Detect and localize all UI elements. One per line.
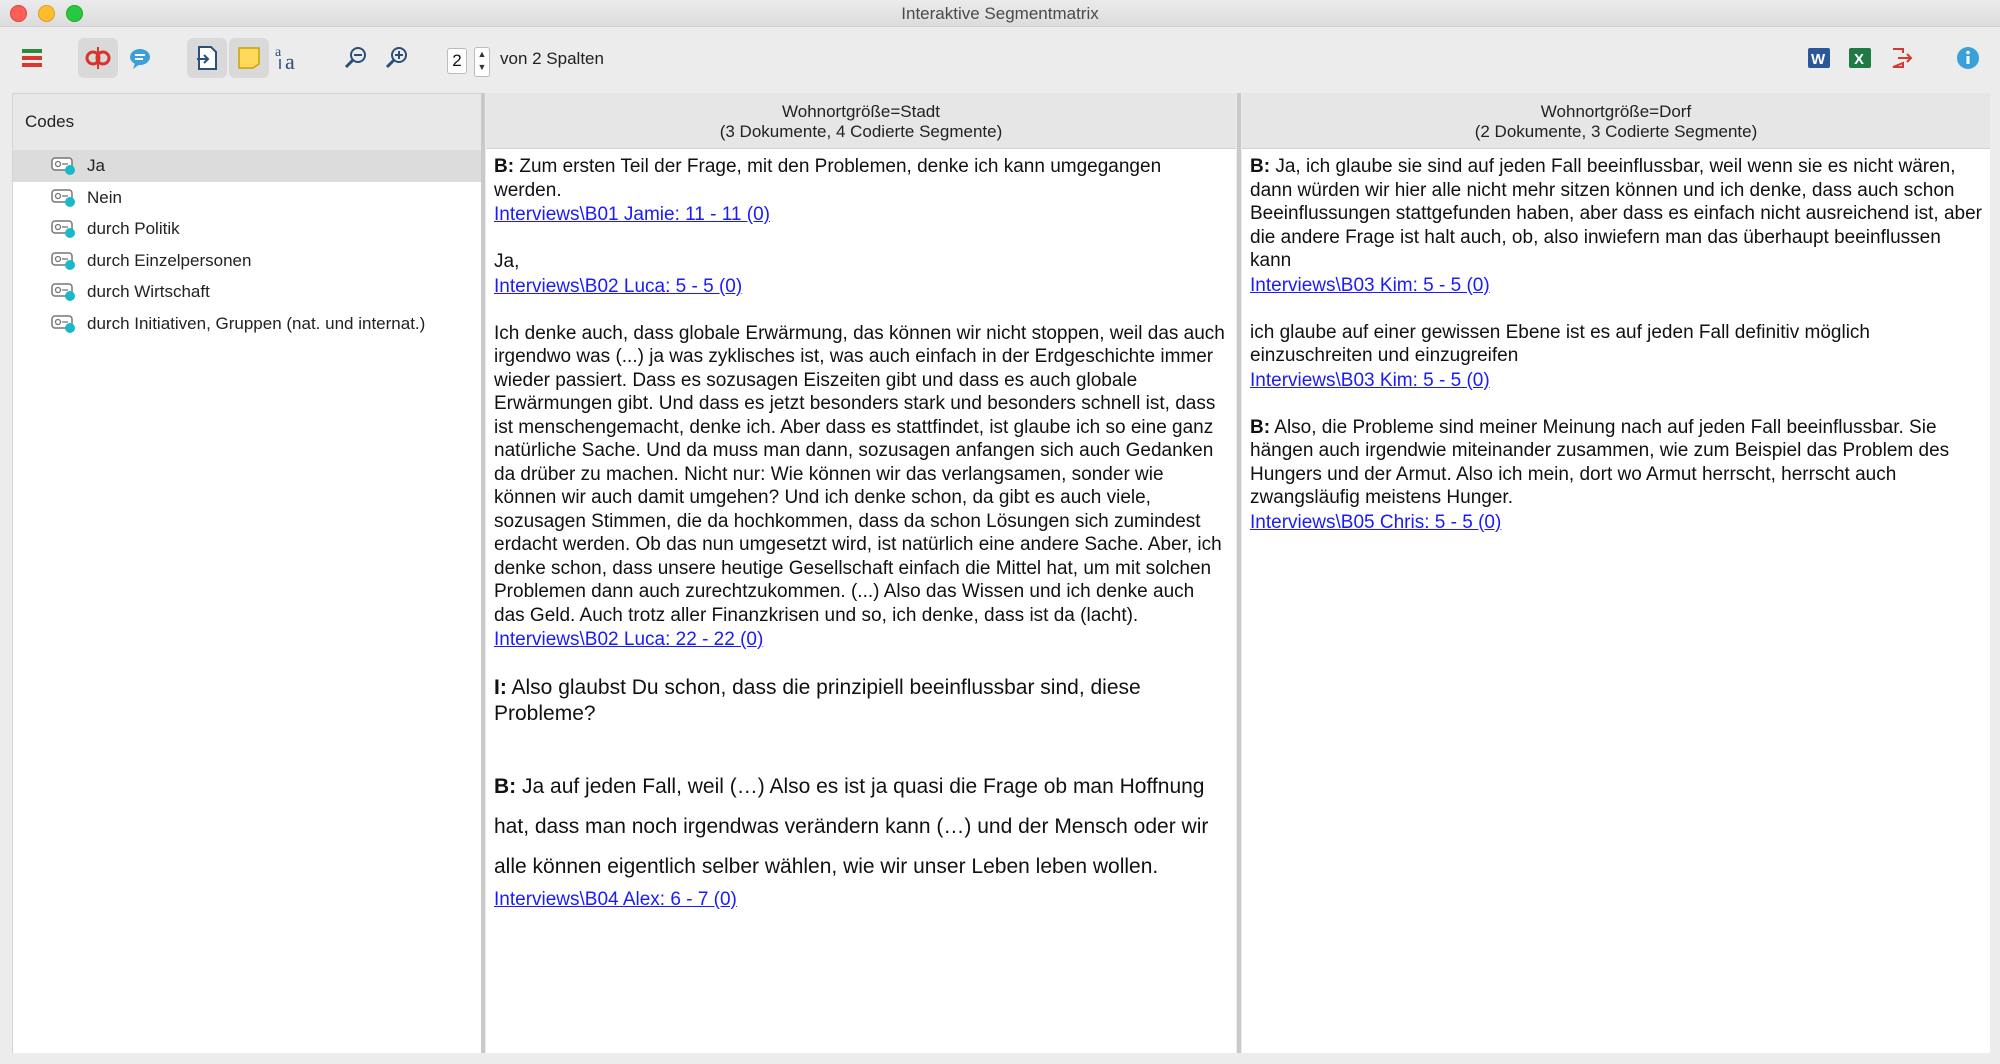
code-toggle-icon[interactable] (78, 38, 118, 78)
chevron-up-icon[interactable]: ▲ (477, 49, 487, 59)
segment-text (494, 767, 1228, 887)
code-label: durch Wirtschaft (87, 282, 210, 301)
code-label: durch Politik (87, 219, 180, 238)
column-count-stepper[interactable] (474, 47, 490, 77)
speaker-label: I: (494, 676, 507, 699)
zoom-in-icon[interactable] (377, 38, 417, 78)
coded-segment (1250, 155, 1982, 299)
segment-source-link[interactable]: Interviews\B05 Chris: 5 - 5 (0) (1250, 511, 1502, 533)
segment-text (494, 250, 1228, 274)
segment-body: Ich denke auch, dass globale Erwärmung, das können wir nicht stoppen, weil das auch irgendwo was (...) ja was zyklisches ist, was auch einfach in der Erdgeschichte immer wieder passiert. Dass es sozusagen Eiszeiten gibt und dass es auch globale Erwärmungen gibt. Und dass es jetzt besonders stark und besonders schnell ist, dass ist menschengemacht, denke ich. Aber dass es stattfindet, ist glaube ich so eine ganz natürliche Sache. Und da muss man dann, sozusagen anfangen sich auch Gedanken da drüber zu machen. Nicht nur: Wie können wir das verlangsamen, sonder wie können wir auch damit umgehen? Und ich denke schon, da gibt es auch viele, sozusagen Stimmen, die da hochkommen, dass da schon Lösungen sich zumindest erdacht werden. Ob das nun umgesetzt wird, ist natürlich eine andere Sache. Aber, ich denke schon, dass unsere heutige Gesellschaft einfach die Mittel hat, um mit solchen Problemen dann auch zurechtzukommen. (...) Also das Wissen und ich denke auch das Geld. Auch trotz aller Finanzkrisen und so, ich denke, dass ist da (lacht). (494, 322, 1225, 626)
segment-text (1250, 416, 1982, 510)
svg-text:W: W (1811, 51, 1826, 68)
panel-splitter[interactable] (481, 93, 485, 1053)
code-icon (51, 282, 77, 302)
speaker-label: B: (1250, 416, 1271, 438)
code-item[interactable] (13, 213, 481, 245)
window-title: Interaktive Segmentmatrix (901, 4, 1099, 23)
code-label: durch Initiativen, Gruppen (nat. und internat.) (87, 313, 426, 333)
segment-body: Ja, ich glaube sie sind auf jeden Fall beeinflussbar, weil wenn sie es nicht wären, dann würden wir hier alle nicht mehr sitzen können und ich denke, dass auch schon Beeinflussungen stattgefunden haben, aber dass es einfach nicht ausreichend ist, aber die andere Frage ist halt auch, ob, also inwiefern man das überhaupt beeinflussen kann (1250, 156, 1983, 271)
list-icon[interactable] (12, 38, 52, 78)
comment-icon[interactable] (120, 38, 160, 78)
speaker-label: B: (494, 156, 515, 177)
svg-text:a: a (285, 49, 295, 72)
svg-text:a: a (275, 45, 282, 60)
coded-segment (494, 250, 1228, 300)
column-count-input[interactable]: 2 (447, 48, 467, 74)
segment-source-link[interactable]: Interviews\B04 Alex: 6 - 7 (0) (494, 889, 737, 910)
word-icon[interactable] (1799, 38, 1839, 78)
column-splitter[interactable] (1237, 93, 1241, 1053)
segment-text (1250, 321, 1982, 368)
column-header-title: Wohnortgröße=Stadt (782, 102, 940, 121)
column-header-title: Wohnortgröße=Dorf (1540, 102, 1692, 121)
segment-text (494, 155, 1228, 202)
matrix-column-dorf (1242, 93, 1990, 1053)
coded-segment (494, 767, 1228, 913)
segment-source-link[interactable]: Interviews\B03 Kim: 5 - 5 (0) (1250, 369, 1490, 391)
code-item[interactable] (13, 245, 481, 277)
segment-body: Also, die Probleme sind meiner Meinung nach auf jeden Fall beeinflussbar. Sie hängen auch irgendwie miteinander zusammen, wie zum Beispiel das Problem des Hungers und der Armut. Also ich mein, dort wo Armut herrscht, herrscht auch zwangsläufig meistens Hunger. (1250, 416, 1950, 508)
svg-text:X: X (1854, 51, 1865, 68)
column-body (1242, 149, 1990, 536)
segment-text (494, 322, 1228, 628)
column-header (1242, 93, 1990, 149)
segment-body: Ja, (494, 251, 520, 272)
coded-segment (1250, 416, 1982, 536)
zoom-out-icon[interactable] (336, 38, 376, 78)
font-size-icon[interactable] (269, 38, 309, 78)
code-item[interactable] (13, 276, 481, 308)
code-list (13, 150, 481, 339)
segment-source-link[interactable]: Interviews\B03 Kim: 5 - 5 (0) (1250, 274, 1490, 296)
info-icon[interactable] (1948, 38, 1988, 78)
code-item[interactable] (13, 182, 481, 214)
excel-icon[interactable] (1840, 38, 1880, 78)
code-icon (51, 314, 77, 334)
segment-text (494, 675, 1228, 727)
segment-source-link[interactable]: Interviews\B02 Luca: 5 - 5 (0) (494, 275, 743, 297)
title-bar (0, 0, 2000, 27)
column-header-count: (3 Dokumente, 4 Codierte Segmente) (719, 122, 1003, 141)
column-count-label: von 2 Spalten (500, 49, 604, 68)
code-label: Ja (87, 156, 105, 175)
code-label: durch Einzelpersonen (87, 250, 252, 270)
code-icon (51, 251, 77, 271)
codes-header: Codes (13, 94, 481, 150)
code-icon (51, 219, 77, 239)
codes-panel (12, 93, 482, 1055)
coded-segment (494, 155, 1228, 228)
chevron-down-icon[interactable]: ▼ (477, 62, 487, 72)
code-item[interactable] (13, 150, 481, 182)
toolbar (0, 27, 2000, 91)
matrix-column-stadt (486, 93, 1236, 1053)
export-doc-icon[interactable] (187, 38, 227, 78)
memo-icon[interactable] (229, 38, 269, 78)
status-strip (0, 1053, 2000, 1064)
code-item[interactable] (13, 308, 481, 340)
segment-text (1250, 155, 1982, 273)
column-header (486, 93, 1236, 149)
coded-segment (494, 675, 1228, 727)
exit-icon[interactable] (1882, 38, 1922, 78)
code-label: Nein (87, 187, 122, 207)
segment-body: Also glaubst Du schon, dass die prinzipiell beeinflussbar sind, diese Probleme? (494, 676, 1141, 725)
code-icon (51, 188, 77, 208)
column-header-count: (2 Dokumente, 3 Codierte Segmente) (1474, 122, 1758, 141)
segment-body: Ja auf jeden Fall, weil (…) Also es ist ja quasi die Frage ob man Hoffnung hat, dass man noch irgendwas verändern kann (…) und der Mensch oder wir alle können eigentlich selber wählen, wie wir unser Leben leben wollen. (494, 775, 1209, 878)
segment-body: Zum ersten Teil der Frage, mit den Problemen, denke ich kann umgegangen werden. (494, 156, 1162, 201)
coded-segment (1250, 321, 1982, 394)
segment-source-link[interactable]: Interviews\B02 Luca: 22 - 22 (0) (494, 629, 764, 650)
column-body (486, 149, 1236, 913)
segment-body: ich glaube auf einer gewissen Ebene ist es auf jeden Fall definitiv möglich einzuschreiten und einzugreifen (1250, 321, 1870, 366)
coded-segment (494, 322, 1228, 654)
speaker-label: B: (494, 775, 517, 798)
speaker-label: B: (1250, 156, 1271, 177)
segment-source-link[interactable]: Interviews\B01 Jamie: 11 - 11 (0) (494, 204, 770, 225)
code-icon (51, 156, 77, 176)
